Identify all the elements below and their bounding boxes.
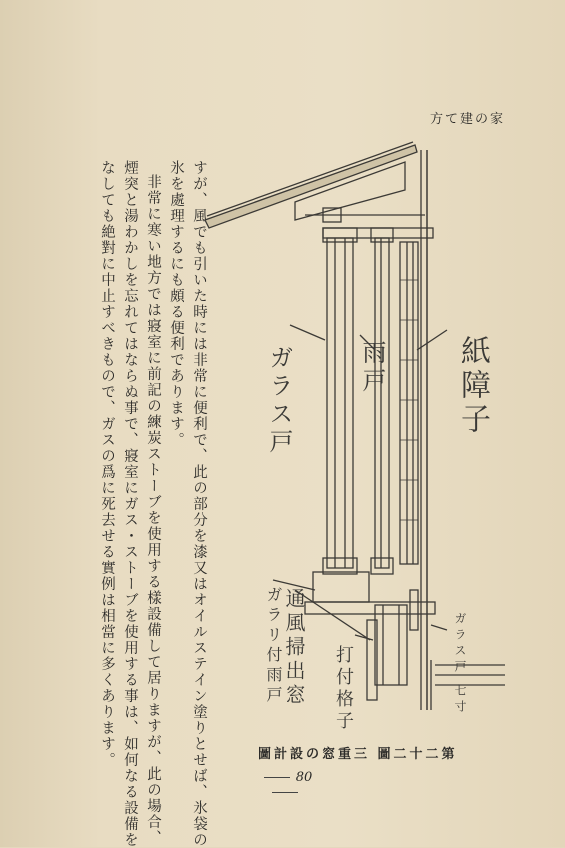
label-glass-door-small: ガラス戸 七寸: [453, 612, 467, 716]
page-number: 80: [240, 770, 330, 800]
body-line-5: なしても絶對に中止すべきもので、ガスの爲に死去せる實例は相當に多くあります。: [99, 160, 115, 768]
label-glass-door: ガラス戸: [265, 345, 293, 457]
body-line-2: 氷を處理するにも頗る便利であります。: [168, 160, 184, 448]
body-line-1: すが、風でも引いた時には非常に便利で、此の部分を漆又はオイルステイン塗りとせば、氷袋の: [191, 160, 207, 848]
label-storm-door: 雨戸: [358, 340, 386, 396]
label-ventilation-window: 通風掃出窓: [282, 588, 306, 708]
running-head: 方て建の家: [429, 112, 505, 127]
label-paper-shoji: 紙障子: [455, 335, 490, 437]
body-line-3: 非常に寒い地方では寢室に前記の練炭ストーブを使用する樣設備して居りますが、此の場合、: [145, 174, 161, 846]
label-shutter-door: ガラリ付雨戸: [264, 586, 283, 706]
body-text: [95, 160, 210, 848]
label-lattice: 打付格子: [333, 645, 354, 733]
body-line-4: 煙突と湯わかしを忘れてはならぬ事で、寢室にガス・ストーブを使用する事は、如何なる設備を: [122, 160, 138, 848]
figure-caption: 圖計設の窓重三 圖二十二第: [258, 747, 458, 762]
